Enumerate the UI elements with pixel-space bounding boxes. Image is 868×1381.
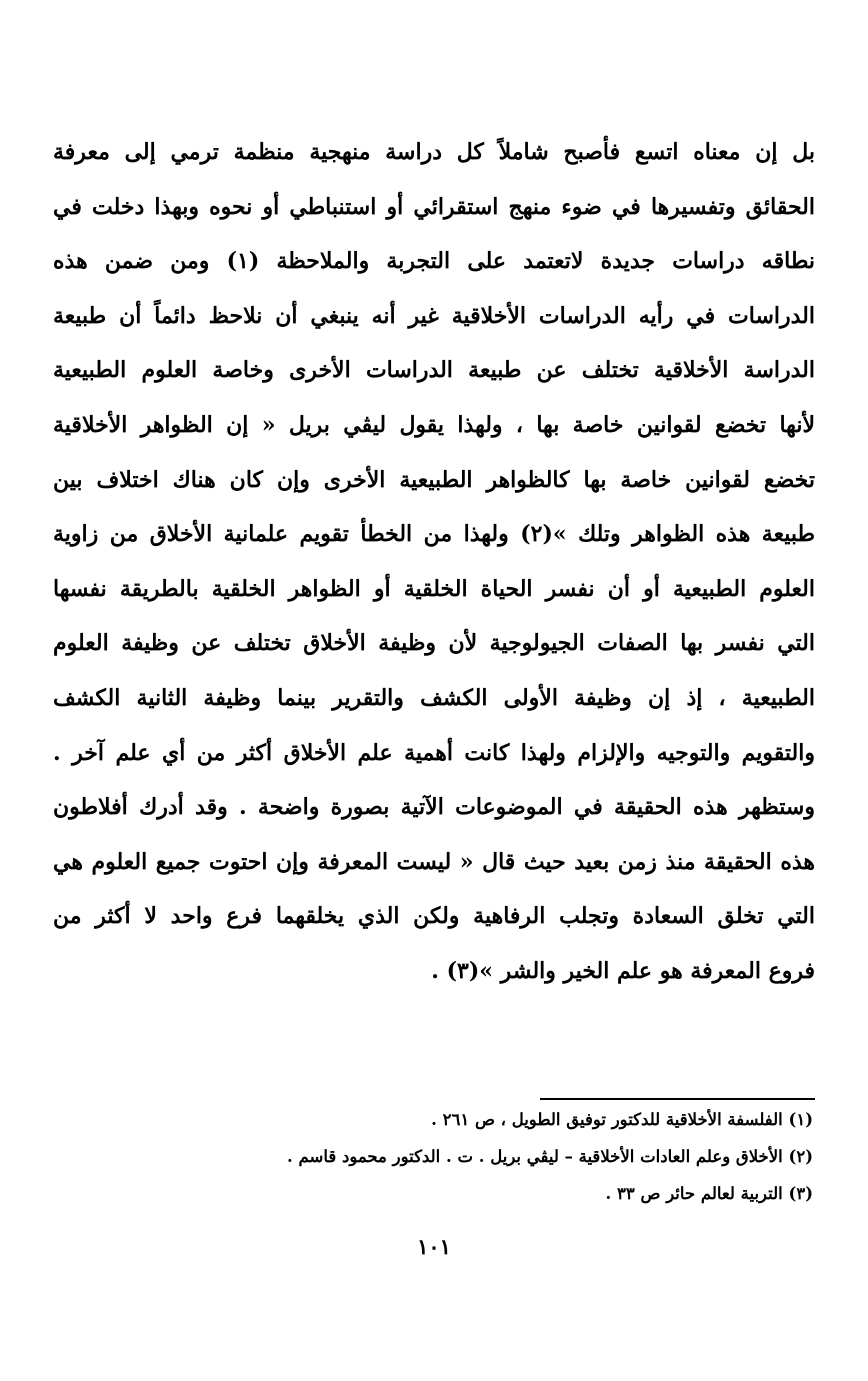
text-line: التي تخلق السعادة وتجلب الرفاهية ولكن الذي يخلقهما فرع واحد لا أكثر من	[53, 903, 815, 930]
text-line: هذه الحقيقة منذ زمن بعيد حيث قال « ليست المعرفة وإن احتوت جميع العلوم هي	[53, 848, 815, 875]
text-line: لأنها تخضع لقوانين خاصة بها ، ولهذا يقول ليڤي بريل « إن الظواهر الأخلاقية	[53, 411, 815, 438]
footnotes	[193, 1104, 813, 1215]
text-line: الطبيعية ، إذ إن وظيفة الأولى الكشف والتقرير بينما وظيفة الثانية الكشف	[53, 684, 815, 711]
text-line: تخضع لقوانين خاصة بها كالظواهر الطبيعية الأخرى وإن كان هناك اختلاف بين	[53, 466, 815, 493]
footnote-item: (٢) الأخلاق وعلم العادات الأخلاقية – ليڤي بريل . ت . الدكتور محمود قاسم .	[287, 1147, 813, 1166]
page-number: ١٠١	[417, 1234, 451, 1259]
text-line: الدراسات في رأيه الدراسات الأخلاقية غير أنه ينبغي أن نلاحظ دائماً أن طبيعة	[53, 302, 815, 329]
text-line: وستظهر هذه الحقيقة في الموضوعات الآتية بصورة واضحة . وقد أدرك أفلاطون	[53, 794, 815, 821]
text-line: طبيعة هذه الظواهر وتلك »(٢) ولهذا من الخطأ تقويم علمانية الأخلاق من زاوية	[53, 521, 815, 548]
body-paragraph	[53, 128, 815, 1002]
text-line: الدراسة الأخلاقية تختلف عن طبيعة الدراسات الأخرى وخاصة العلوم الطبيعية	[53, 357, 815, 384]
text-line: فروع المعرفة هو علم الخير والشر »(٣) .	[431, 957, 815, 984]
text-line: العلوم الطبيعية أو أن نفسر الحياة الخلقية أو الظواهر الخلقية بالطريقة نفسها	[53, 575, 815, 602]
footnote-item: (٣) التربية لعالم حائر ص ٣٣ .	[605, 1184, 813, 1203]
text-line: بل إن معناه اتسع فأصبح شاملاً كل دراسة منهجية منظمة ترمي إلى معرفة	[53, 139, 815, 165]
footnote-item: (١) الفلسفة الأخلاقية للدكتور توفيق الطويل ، ص ٢٦١ .	[431, 1110, 813, 1129]
text-line: نطاقه دراسات جديدة لاتعتمد على التجربة والملاحظة (١) ومن ضمن هذه	[53, 248, 815, 275]
text-line: والتقويم والتوجيه والإلزام ولهذا كانت أهمية علم الأخلاق أكثر من أي علم آخر .	[53, 739, 815, 766]
text-line: التي نفسر بها الصفات الجيولوجية لأن وظيفة الأخلاق تختلف عن وظيفة العلوم	[53, 630, 815, 657]
footnote-divider	[540, 1098, 815, 1100]
text-line: الحقائق وتفسيرها في ضوء منهج استقرائي أو استنباطي أو نحوه وبهذا دخلت في	[53, 193, 815, 220]
